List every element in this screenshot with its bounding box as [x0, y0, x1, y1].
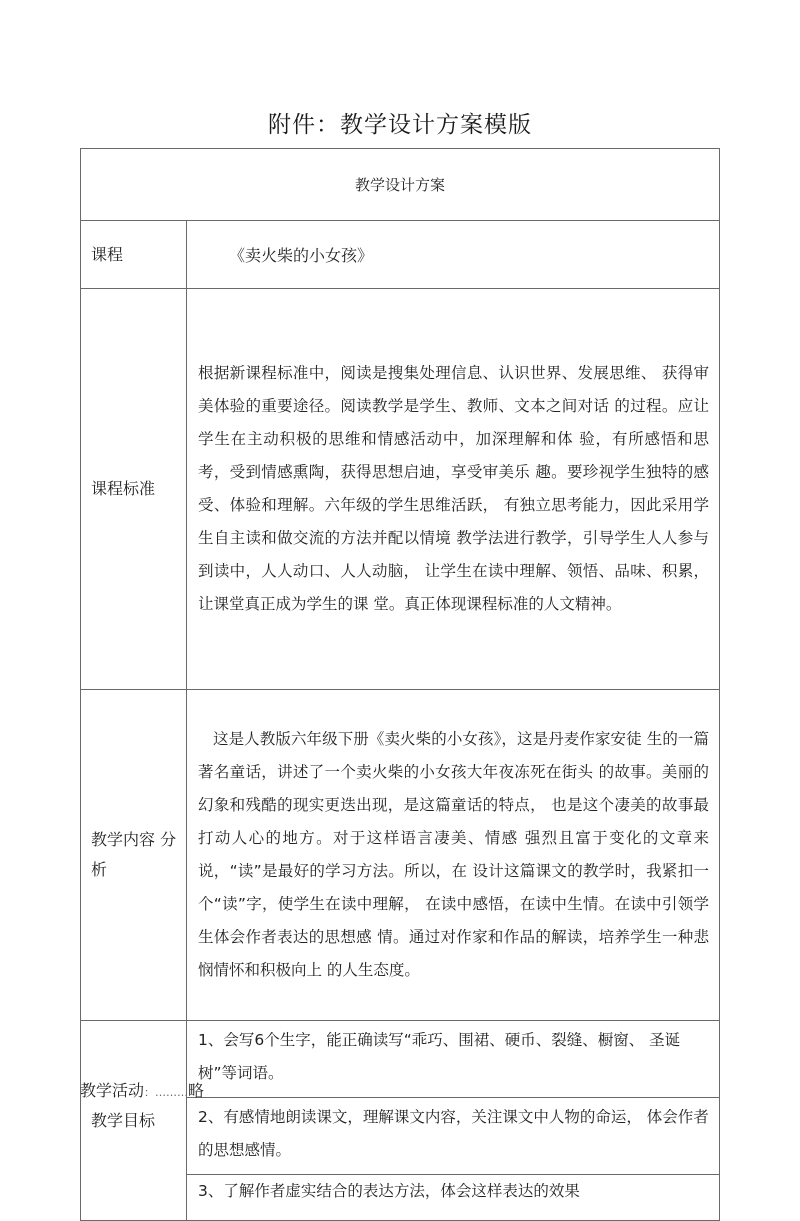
standard-label: 课程标准 — [81, 289, 187, 690]
analysis-row — [81, 690, 720, 1021]
standard-row — [81, 289, 720, 690]
lesson-plan-table — [80, 148, 720, 1221]
activities-value: 略 — [188, 1081, 205, 1100]
standard-text: 根据新课程标准中，阅读是搜集处理信息、认识世界、发展思维、 获得审美体验的重要途径。阅读教学是学生、教师、文本之间对话 的过程。应让学生在主动积极的思维和情感活动中，加深理解和体 验，有所感悟和思考，受到情感熏陶，获得思想启迪，享受审美乐 趣。要珍视学生独特的感受、体验和理解。六年级的学生思维活跃， 有独立思考能力，因此采用学生自主读和做交流的方法并配以情境 教学法进行教学，引导学生人人参与到读中，人人动口、人人动脑， 让学生在读中理解、领悟、品味、积累，让课堂真正成为学生的课 堂。真正体现课程标准的人文精神。 — [187, 289, 720, 690]
goal-item-2: 2、有感情地朗读课文，理解课文内容，关注课文中人物的命运， 体会作者的思想感情。 — [187, 1098, 720, 1175]
course-row — [81, 221, 720, 289]
analysis-label: 教学内容 分析 — [81, 690, 187, 1021]
goal-item-1: 1、会写6个生字，能正确读写“乖巧、围裙、硬币、裂缝、橱窗、 圣诞树”等词语。 — [187, 1021, 720, 1098]
activities-dots: ：……… — [144, 1086, 189, 1099]
goals-label: 教学目标 — [81, 1021, 187, 1221]
table-header-row — [81, 149, 720, 221]
teaching-activities-line — [80, 1078, 204, 1101]
course-label: 课程 — [81, 221, 187, 289]
table-header: 教学设计方案 — [81, 149, 720, 221]
course-name: 《卖火柴的小女孩》 — [187, 221, 720, 289]
goal-item-3: 3、了解作者虚实结合的表达方法，体会这样表达的效果 — [187, 1175, 720, 1221]
analysis-text: 这是人教版六年级下册《卖火柴的小女孩》，这是丹麦作家安徒 生的一篇著名童话，讲述了一个卖火柴的小女孩大年夜冻死在街头 的故事。美丽的幻象和残酷的现实更迭出现，是这篇童话的特点， 也是这个凄美的故事最打动人心的地方。对于这样语言凄美、情感 强烈且富于变化的文章来说，“读”是最好的学习方法。所以，在 设计这篇课文的教学时，我紧扣一个“读”字，使学生在读中理解， 在读中感悟，在读中生情。在读中引领学生体会作者表达的思想感 情。通过对作家和作品的解读，培养学生一种悲悯情怀和积极向上 的人生态度。 — [187, 690, 720, 1021]
activities-label: 教学活动 — [80, 1081, 145, 1100]
document-title: 附件：教学设计方案模版 — [268, 112, 532, 138]
